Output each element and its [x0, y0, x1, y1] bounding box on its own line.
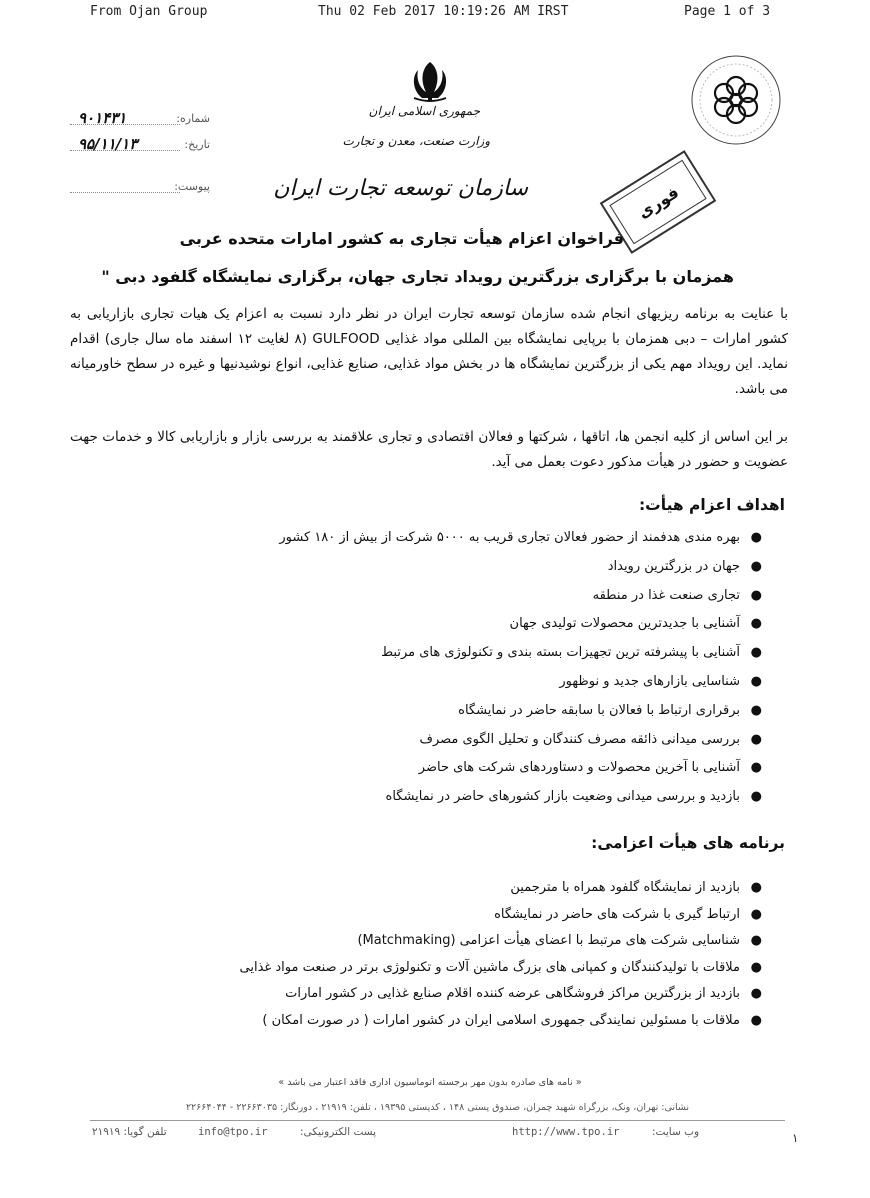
national-emblem-icon	[402, 58, 458, 104]
list-item-text: بازدید و بررسی میدانی وضعیت بازار کشورهای حاضر در نمایشگاه	[385, 789, 740, 805]
footer-address: نشانی: تهران، ونک، بزرگراه شهید چمران، صندوق پستی ۱۴۸ ، کدپستی ۱۹۳۹۵ ، تلفن: ۲۱۹۱۹ ، دورنگار: ۲۲۶۶۳۰۳۵ - ۲۲۶۶۴۰۴۴	[185, 1102, 690, 1113]
bullet-icon: ●	[750, 906, 762, 922]
bullet-icon: ●	[750, 645, 762, 661]
intro-paragraph: با عنایت به برنامه ریزیهای انجام شده سازمان توسعه تجارت ایران در نظر دارد نسبت به اعزام یک هیات تجاری بازاریابی به کشور امارات – دبی همزمان با برپایی نمایشگاه بین المللی مواد غذایی GULFOOD (۸ لغایت ۱۲ اسفند ماه سال جاری) اقدام نماید. این رویداد مهم یکی از بزرگترین نمایشگاه ها در بخش مواد غذایی، صنایع غذایی، انواع نوشیدنیها و غیره در سطح خاورمیانه می باشد.	[70, 306, 789, 397]
list-item	[102, 878, 762, 905]
republic-title: جمهوری اسلامی ایران	[368, 104, 480, 118]
list-item-text: بازدید از نمایشگاه گلفود همراه با مترجمین	[510, 880, 740, 895]
list-item	[102, 958, 762, 985]
list-item	[102, 758, 762, 787]
list-item	[102, 557, 762, 586]
list-item	[102, 614, 762, 643]
list-item-text: بهره مندی هدفمند از حضور فعالان تجاری قریب به ۵۰۰۰ شرکت از بیش از ۱۸۰ کشور	[279, 530, 740, 545]
divider	[70, 192, 180, 193]
fax-sender: From Ojan Group	[90, 4, 208, 19]
programs-list	[102, 878, 762, 1037]
list-item-text: بررسی میدانی ذائقه مصرف کنندگان و تحلیل الگوی مصرف	[419, 731, 740, 747]
bullet-icon: ●	[750, 1012, 762, 1028]
list-item	[102, 1011, 762, 1038]
fax-datetime: Thu 02 Feb 2017 10:19:26 AM IRST	[318, 4, 569, 19]
bullet-icon: ●	[750, 558, 762, 574]
document-subtitle: همزمان با برگزاری بزرگترین رویداد تجاری جهان، برگزاری نمایشگاه گلفود دبی "	[101, 267, 734, 286]
email-link[interactable]: info@tpo.ir	[198, 1126, 268, 1138]
fax-page-indicator: Page 1 of 3	[684, 4, 771, 19]
footer-note: « نامه های صادره بدون مهر برجسته اتوماسیون اداری فاقد اعتبار می باشد »	[278, 1077, 582, 1088]
bullet-icon: ●	[750, 731, 762, 747]
list-item	[102, 701, 762, 730]
list-item	[102, 905, 762, 932]
bullet-icon: ●	[750, 673, 762, 689]
page-number: ۱	[792, 1131, 799, 1145]
bullet-icon: ●	[750, 986, 762, 1001]
list-item-text: آشنایی با پیشرفته ترین تجهیزات بسته بندی و تکنولوژی های مرتبط	[381, 645, 740, 661]
bullet-icon: ●	[750, 587, 762, 603]
organization-logo-icon	[686, 52, 786, 148]
list-item	[102, 586, 762, 615]
list-item-text: ارتباط گیری با شرکت های حاضر در نمایشگاه	[494, 906, 740, 922]
bullet-icon: ●	[750, 933, 762, 948]
goals-list	[102, 528, 762, 816]
list-item-text: تجاری صنعت غذا در منطقه	[592, 587, 740, 603]
document-title: فراخوان اعزام هیأت تجاری به کشور امارات متحده عربی	[179, 229, 624, 248]
letter-number-value: ۹۰۱۴۳۱	[78, 109, 127, 127]
list-item	[102, 787, 762, 816]
urgent-stamp-text: فوری	[609, 160, 706, 245]
list-item	[102, 672, 762, 701]
list-item-text: شناسایی بازارهای جدید و نوظهور	[559, 673, 740, 689]
letter-attachment-label: پیوست:	[174, 180, 210, 193]
list-item	[102, 984, 762, 1011]
list-item	[102, 528, 762, 557]
list-item-text: ملاقات با تولیدکنندگان و کمپانی های بزرگ ماشین آلات و تکنولوژی برتر در صنعت مواد غذایی	[239, 959, 740, 975]
list-item-text: برقراری ارتباط با فعالان با سابقه حاضر در نمایشگاه	[458, 702, 740, 718]
organization-title: سازمان توسعه تجارت ایران	[273, 176, 528, 201]
website-label: وب سایت:	[652, 1126, 700, 1138]
list-item	[102, 730, 762, 759]
bullet-icon: ●	[750, 760, 762, 776]
list-item	[102, 931, 762, 958]
bullet-icon: ●	[750, 880, 762, 895]
list-item-text: شناسایی شرکت های مرتبط با اعضای هیأت اعزامی (Matchmaking)	[357, 933, 740, 948]
bullet-icon: ●	[750, 959, 762, 975]
ministry-title: وزارت صنعت، معدن و تجارت	[342, 134, 490, 148]
bullet-icon: ●	[750, 530, 762, 545]
fax-header	[0, 2, 870, 22]
email-label: پست الکترونیکی:	[300, 1126, 377, 1138]
bullet-icon: ●	[750, 616, 762, 632]
goals-heading: اهداف اعزام هیأت:	[638, 496, 785, 514]
bullet-icon: ●	[750, 702, 762, 718]
programs-heading: برنامه های هیأت اعزامی:	[591, 834, 785, 852]
list-item-text: جهان در بزرگترین رویداد	[607, 558, 740, 574]
letter-date-label: تاریخ:	[184, 138, 210, 151]
list-item-text: ملاقات با مسئولین نمایندگی جمهوری اسلامی ایران در کشور امارات ( در صورت امکان )	[262, 1012, 740, 1028]
list-item-text: بازدید از بزرگترین مراکز فروشگاهی عرضه کننده اقلام صنایع غذایی در کشور امارات	[285, 986, 740, 1001]
list-item-text: آشنایی با آخرین محصولات و دستاوردهای شرکت های حاضر	[418, 760, 740, 776]
letter-date-value: ۹۵/۱۱/۱۳	[78, 135, 138, 153]
bullet-icon: ●	[750, 789, 762, 805]
letter-number-label: شماره:	[176, 112, 210, 125]
invitation-paragraph: بر این اساس از کلیه انجمن ها، اتاقها ، شرکتها و فعالان اقتصادی و تجاری علاقمند به بررسی بازار و بازاریابی کالا و خدمات جهت عضویت و حضور در هیأت مذکور دعوت بعمل می آید.	[70, 429, 788, 470]
divider	[90, 1120, 785, 1121]
website-link[interactable]: http://www.tpo.ir	[512, 1126, 620, 1138]
list-item-text: آشنایی با جدیدترین محصولات تولیدی جهان	[509, 616, 740, 632]
phone-code: تلفن گویا: ۲۱۹۱۹	[92, 1126, 167, 1138]
list-item	[102, 643, 762, 672]
